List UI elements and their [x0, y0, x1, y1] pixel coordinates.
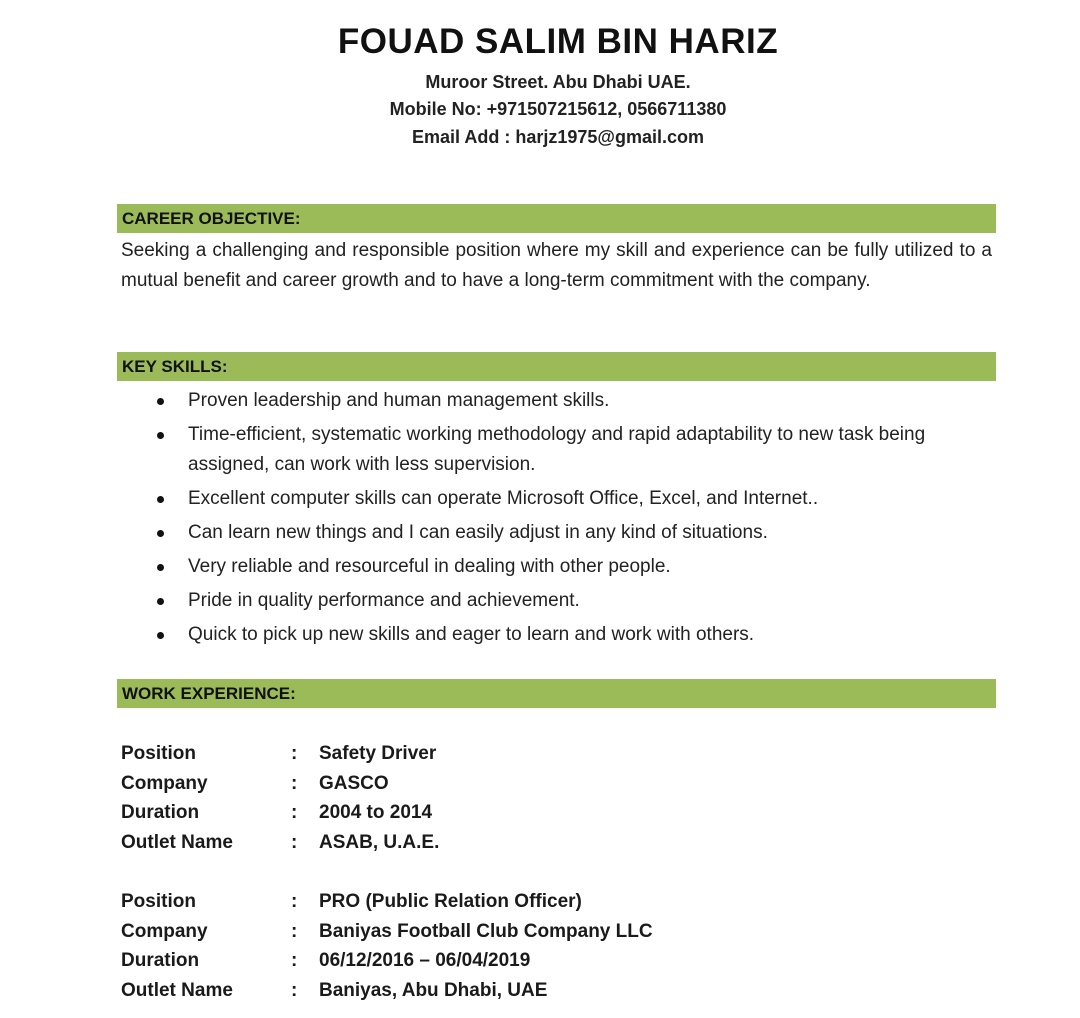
field-label: Position — [121, 891, 196, 912]
job-duration: 2004 to 2014 — [319, 802, 433, 823]
job-entry — [121, 739, 881, 857]
skill-item — [121, 620, 981, 650]
field-separator: : — [291, 772, 298, 794]
field-label: Duration — [121, 950, 200, 971]
skill-item — [121, 420, 981, 480]
bullet-icon — [157, 564, 164, 571]
job-outlet: Baniyas, Abu Dhabi, UAE — [319, 979, 548, 1001]
field-separator: : — [291, 920, 298, 942]
field-separator: : — [291, 891, 298, 912]
bullet-icon — [157, 632, 164, 639]
key-skills-list — [121, 386, 981, 654]
field-separator: : — [291, 802, 298, 823]
field-separator: : — [291, 831, 298, 853]
field-label: Outlet Name — [121, 979, 233, 1001]
job-company-row — [121, 917, 881, 947]
job-company: Baniyas Football Club Company LLC — [319, 920, 653, 942]
skill-item — [121, 386, 981, 416]
skill-item — [121, 484, 981, 514]
field-label: Duration — [121, 802, 200, 823]
skill-text: Can learn new things and I can easily adjust in any kind of situations. — [188, 522, 768, 543]
field-separator: : — [291, 950, 298, 971]
contact-address: Muroor Street. Abu Dhabi UAE. — [425, 72, 691, 92]
candidate-name: FOUAD SALIM BIN HARIZ — [337, 22, 779, 61]
job-position-row — [121, 887, 881, 917]
contact-mobile: Mobile No: +971507215612, 0566711380 — [389, 99, 727, 119]
job-entry — [121, 887, 881, 1005]
skill-item — [121, 586, 981, 616]
section-heading-work-experience: WORK EXPERIENCE: — [117, 679, 996, 708]
bullet-icon — [157, 398, 164, 405]
skill-text: Excellent computer skills can operate Microsoft Office, Excel, and Internet.. — [188, 488, 819, 509]
skill-text: Very reliable and resourceful in dealing with other people. — [188, 556, 671, 577]
job-position-row — [121, 739, 881, 769]
job-position: Safety Driver — [319, 743, 437, 764]
section-heading-key-skills: KEY SKILLS: — [117, 352, 996, 381]
bullet-icon — [157, 530, 164, 537]
job-duration-row — [121, 946, 881, 976]
section-heading-career-objective: CAREER OBJECTIVE: — [117, 204, 996, 233]
job-outlet-row — [121, 976, 881, 1006]
bullet-icon — [157, 432, 164, 439]
field-label: Position — [121, 743, 196, 764]
skill-item — [121, 552, 981, 582]
job-duration: 06/12/2016 – 06/04/2019 — [319, 950, 531, 971]
field-label: Company — [121, 772, 208, 794]
job-company-row — [121, 769, 881, 799]
job-outlet: ASAB, U.A.E. — [319, 831, 440, 853]
skill-text: Pride in quality performance and achievement. — [188, 590, 580, 611]
contact-email: Email Add : harjz1975@gmail.com — [412, 127, 704, 147]
job-outlet-row — [121, 828, 881, 858]
field-label: Outlet Name — [121, 831, 233, 853]
job-company: GASCO — [319, 772, 389, 794]
skill-text: Proven leadership and human management skills. — [188, 390, 610, 411]
skill-text: Quick to pick up new skills and eager to learn and work with others. — [188, 624, 755, 645]
bullet-icon — [157, 496, 164, 503]
skill-item — [121, 518, 981, 548]
field-separator: : — [291, 743, 298, 764]
job-position: PRO (Public Relation Officer) — [319, 891, 582, 912]
field-separator: : — [291, 979, 298, 1001]
bullet-icon — [157, 598, 164, 605]
field-label: Company — [121, 920, 208, 942]
job-duration-row — [121, 798, 881, 828]
skill-text: Time-efficient, systematic working methodology and rapid adaptability to new task being assigned, can work with less supervision. — [188, 424, 926, 475]
career-objective-text: Seeking a challenging and responsible position where my skill and experience can be fully utilized to a mutual benefit and career growth and to have a long-term commitment with the company. — [121, 240, 992, 291]
